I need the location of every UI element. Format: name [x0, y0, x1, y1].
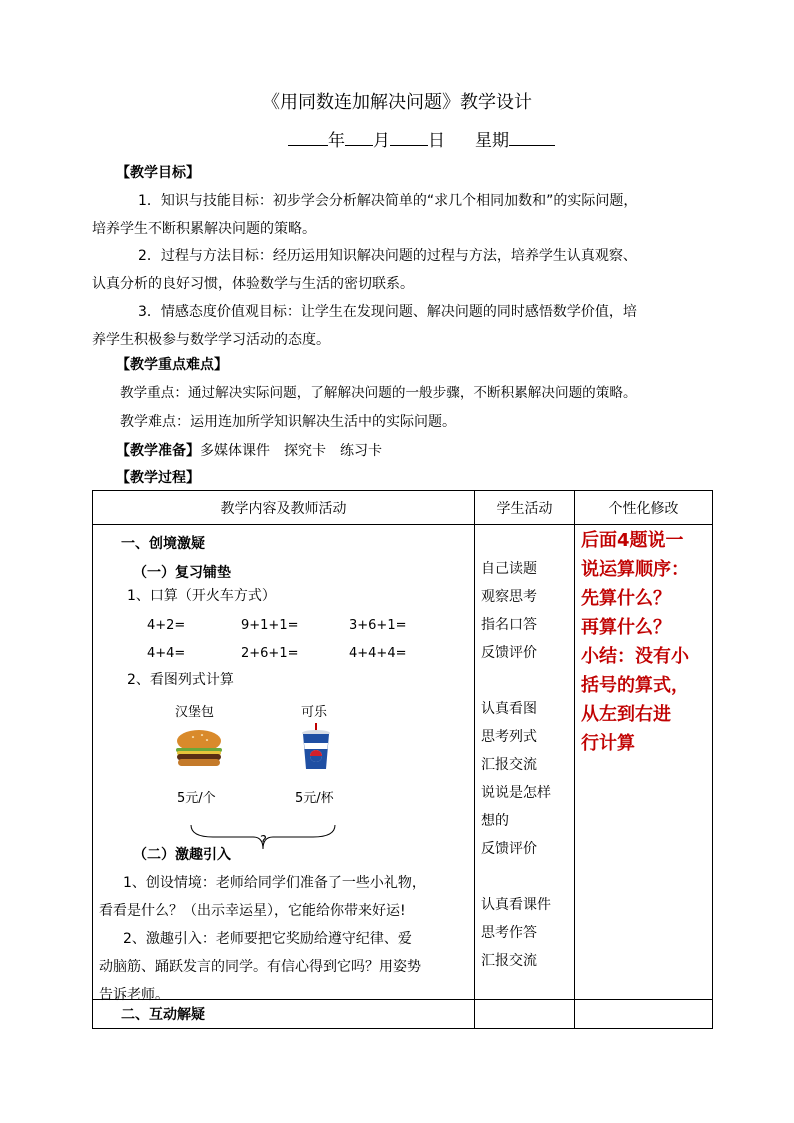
revision-note-line: 括号的算式，	[581, 675, 689, 696]
student-activity-line: 说说是怎样	[481, 785, 551, 801]
preparation-heading: 【教学准备】	[116, 443, 200, 459]
weekday-label: 星期	[475, 131, 509, 151]
header-notes: 个性化修改	[575, 491, 713, 525]
cola-price: 5元/杯	[295, 791, 334, 806]
header-student: 学生活动	[475, 491, 575, 525]
student-activity-line: 思考作答	[481, 925, 537, 941]
table-header-row	[93, 491, 713, 525]
teaching-focus: 教学重点：通过解决实际问题，了解解决问题的一般步骤，不断积累解决问题的策略。	[120, 385, 637, 401]
date-line	[288, 126, 555, 151]
objectives-heading: 【教学目标】	[116, 165, 200, 181]
student-activity-line: 认真看课件	[481, 897, 551, 913]
day-label: 日	[428, 131, 445, 151]
header-teacher: 教学内容及教师活动	[93, 491, 475, 525]
intro-line-1: 2、激趣引入：老师要把它奖励给遵守纪律、爱	[123, 931, 412, 947]
picture-calc-label: 2、看图列式计算	[127, 672, 234, 688]
oral-item-3: 3+6+1=	[349, 618, 407, 633]
question-mark: ?	[260, 834, 267, 849]
oral-calc-label: 1、口算（开火车方式）	[127, 588, 276, 604]
objective-1-line-2: 培养学生不断积累解决问题的策略。	[92, 221, 316, 237]
subsection-1-title: （一）复习铺垫	[133, 565, 231, 581]
page-title: 《用同数连加解决问题》教学设计	[262, 92, 532, 113]
oral-item-5: 2+6+1=	[241, 646, 299, 661]
revision-note-line: 再算什么？	[581, 617, 671, 638]
teacher-activity-cell	[93, 525, 474, 1003]
scenario-line-2: 看看是什么？（出示幸运星），它能给你带来好运!	[99, 903, 406, 919]
section-1-title: 一、创境激疑	[121, 536, 205, 552]
table-last-row	[93, 1000, 713, 1029]
hamburger-label: 汉堡包	[175, 705, 215, 720]
objective-3-line-2: 养学生积极参与数学学习活动的态度。	[92, 332, 330, 348]
objective-2-line-2: 认真分析的良好习惯，体验数学与生活的密切联系。	[92, 276, 414, 292]
revision-note-line: 后面4题说一	[581, 530, 684, 551]
student-activity-line: 汇报交流	[481, 757, 537, 773]
teaching-difficulty: 教学难点：运用连加所学知识解决生活中的实际问题。	[120, 414, 456, 430]
table-body-row	[93, 525, 713, 1000]
student-activity-line: 自己读题	[481, 561, 537, 577]
student-activity-line: 反馈评价	[481, 645, 537, 661]
key-points-heading: 【教学重点难点】	[116, 357, 228, 373]
revision-note-line: 说运算顺序：	[581, 559, 689, 580]
student-activity-line	[481, 863, 551, 891]
objective-2-line-1: 2．过程与方法目标：经历运用知识解决问题的过程与方法，培养学生认真观察、	[138, 248, 637, 264]
hamburger-price: 5元/个	[177, 791, 216, 806]
objective-1-line-1: 1．知识与技能目标：初步学会分析解决简单的“求几个相同加数和”的实际问题，	[138, 193, 638, 209]
intro-line-2: 动脑筋、踊跃发言的同学。有信心得到它吗？用姿势	[99, 959, 421, 975]
student-activity-line: 思考列式	[481, 729, 537, 745]
preparation-line	[116, 437, 382, 466]
section-2-title: 二、互动解疑	[121, 1007, 205, 1023]
process-heading: 【教学过程】	[116, 470, 200, 486]
oral-item-4: 4+4=	[147, 646, 186, 661]
revision-note-line: 行计算	[581, 733, 635, 754]
revision-note-line: 小结：没有小	[581, 646, 689, 667]
student-activity-line: 汇报交流	[481, 953, 537, 969]
lesson-table	[92, 490, 713, 1029]
preparation-content: 多媒体课件 探究卡 练习卡	[200, 443, 382, 459]
revision-note-line: 从左到右进	[581, 704, 671, 725]
student-activity-line: 观察思考	[481, 589, 537, 605]
student-activity-line: 认真看图	[481, 701, 537, 717]
oral-item-1: 4+2=	[147, 618, 186, 633]
cola-cup-icon	[301, 723, 331, 771]
notes-cell	[575, 525, 712, 999]
hamburger-icon	[173, 729, 225, 769]
student-activity-line: 指名口答	[481, 617, 537, 633]
revision-note-line: 先算什么？	[581, 588, 671, 609]
student-activity-line	[481, 667, 551, 695]
month-label: 月	[373, 131, 390, 151]
student-activity-cell	[475, 525, 574, 999]
oral-item-6: 4+4+4=	[349, 646, 407, 661]
year-label: 年	[328, 131, 345, 151]
cola-label: 可乐	[301, 705, 328, 720]
student-activity-line: 反馈评价	[481, 841, 537, 857]
student-activity-line: 想的	[481, 813, 509, 829]
objective-3-line-1: 3．情感态度价值观目标：让学生在发现问题、解决问题的同时感悟数学价值，培	[138, 304, 637, 320]
intro-line-3: 告诉老师。	[99, 987, 169, 1003]
scenario-line-1: 1、创设情境：老师给同学们准备了一些小礼物，	[123, 875, 426, 891]
oral-item-2: 9+1+1=	[241, 618, 299, 633]
subsection-2-title: （二）激趣引入	[133, 847, 231, 863]
